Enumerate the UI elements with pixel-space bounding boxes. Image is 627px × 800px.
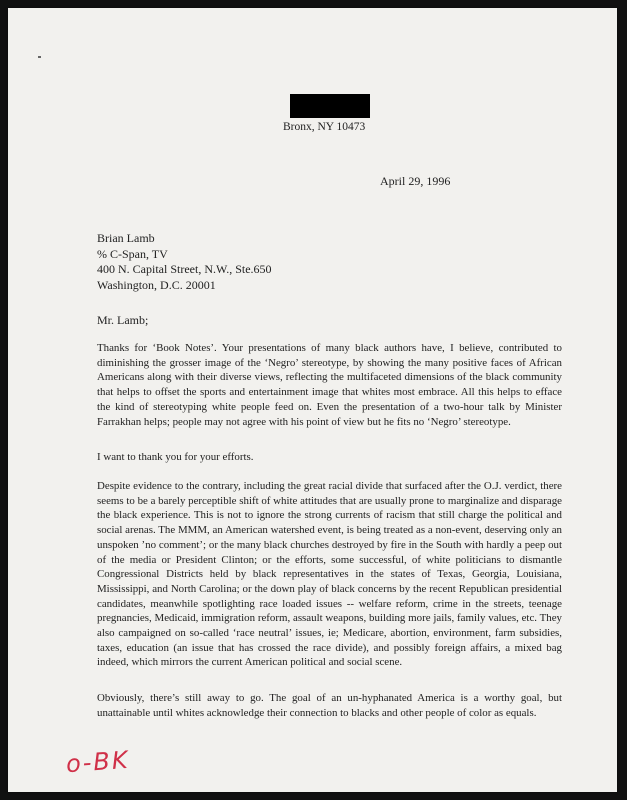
recipient-address-block: [97, 231, 272, 293]
stray-mark: [38, 56, 41, 58]
recipient-care-of: % C-Span, TV: [97, 246, 168, 261]
body-paragraph: Thanks for ‘Book Notes’. Your presentations of many black authors have, I believe, contributed to diminishing the grosser image of the ‘Negro’ stereotype, by showing the many positive faces of African Americans along with their diverse views, reflecting the multifaceted dimensions of the black community that helps to offset the sports and entertainment image that whites most embrace. All this helps to efface the kind of stereotyping white people feed on. Even the presentation of a two-hour talk by Minister Farrakhan helps; people may not agree with his point of view but he fits no ‘Negro’ stereotype.: [97, 342, 562, 428]
body-paragraph: I want to thank you for your efforts.: [97, 451, 254, 463]
letter-page: [8, 8, 617, 792]
recipient-street: 400 N. Capital Street, N.W., Ste.650: [97, 262, 272, 277]
body-paragraph: Despite evidence to the contrary, including the great racial divide that surfaced after the O.J. verdict, there seems to be a barely perceptible shift of white attitudes that are usually prone to marginalize and disparage the black experience. This is not to ignore the strong currents of racism that still charge the political and social arenas. The MMM, an American watershed event, is being treated as a non-event, deserving only an unspoken ’no comment’; or the many black churches destroyed by fire in the South with hardly a peep out of the media or President Clinton; or the efforts, some successful, of white politicians to dismantle Congressional Districts held by black representatives in the states of Texas, Georgia, Louisiana, Mississippi, and North Carolina; or the down play of black concerns by the recent Republican presidential candidates, meanwhile spotlighting race loaded issues -- welfare reform, crime in the streets, teenage pregnancies, Medicaid, immigration reform, assault weapons, building more jails, family values, etc. They also campaigned on so-called ‘race neutral’ issues, ie; Medicare, abortion, environment, farm subsidies, taxes, education (an issue that has crossed the race divide), and possibly foreign affairs, a mixed bag indeed, which mirrors the current American political and social scene.: [97, 480, 562, 669]
salutation: Mr. Lamb;: [97, 313, 149, 327]
recipient-city: Washington, D.C. 20001: [97, 277, 216, 292]
body-paragraph: Obviously, there’s still away to go. The goal of an un-hyphanated America is a worthy goal, but unattainable until whites acknowledge their connection to blacks and other people of color as equals.: [97, 692, 562, 719]
handwritten-note: o-BK: [65, 745, 131, 779]
redaction-block: [290, 94, 370, 118]
recipient-name: Brian Lamb: [97, 231, 155, 245]
letter-date: April 29, 1996: [380, 174, 451, 188]
sender-address: Bronx, NY 10473: [283, 121, 366, 133]
